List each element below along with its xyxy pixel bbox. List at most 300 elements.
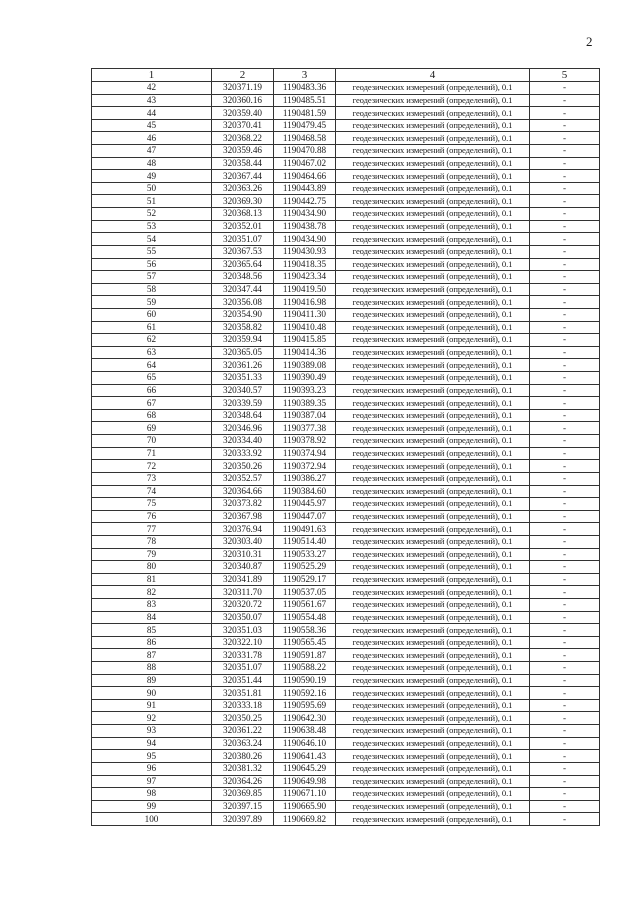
cell-point-number: 99 [92, 800, 212, 813]
cell-y: 1190467.02 [274, 157, 336, 170]
cell-note: - [530, 498, 600, 511]
column-header-x: 2 [212, 69, 274, 82]
cell-y: 1190430.93 [274, 245, 336, 258]
cell-y: 1190470.88 [274, 145, 336, 158]
cell-point-number: 76 [92, 510, 212, 523]
cell-point-number: 68 [92, 409, 212, 422]
table-row [92, 170, 600, 183]
cell-point-number: 86 [92, 636, 212, 649]
cell-method: геодезических измерений (определений), 0.1 [336, 334, 530, 347]
cell-point-number: 93 [92, 725, 212, 738]
cell-point-number: 78 [92, 535, 212, 548]
cell-method: геодезических измерений (определений), 0.1 [336, 132, 530, 145]
table-row [92, 561, 600, 574]
cell-note: - [530, 712, 600, 725]
table-row [92, 82, 600, 95]
cell-note: - [530, 296, 600, 309]
cell-x: 320368.13 [212, 208, 274, 221]
cell-point-number: 46 [92, 132, 212, 145]
table-row [92, 220, 600, 233]
cell-y: 1190669.82 [274, 813, 336, 826]
cell-point-number: 89 [92, 674, 212, 687]
table-row [92, 233, 600, 246]
cell-point-number: 65 [92, 372, 212, 385]
cell-x: 320359.46 [212, 145, 274, 158]
cell-y: 1190588.22 [274, 662, 336, 675]
cell-point-number: 47 [92, 145, 212, 158]
cell-point-number: 67 [92, 397, 212, 410]
cell-point-number: 79 [92, 548, 212, 561]
table-row [92, 132, 600, 145]
cell-point-number: 51 [92, 195, 212, 208]
cell-x: 320322.10 [212, 636, 274, 649]
cell-method: геодезических измерений (определений), 0.1 [336, 636, 530, 649]
cell-y: 1190378.92 [274, 435, 336, 448]
cell-point-number: 71 [92, 447, 212, 460]
table-row [92, 296, 600, 309]
table-row [92, 762, 600, 775]
page-number: 2 [586, 34, 593, 49]
cell-method: геодезических измерений (определений), 0.1 [336, 346, 530, 359]
cell-x: 320397.15 [212, 800, 274, 813]
cell-point-number: 87 [92, 649, 212, 662]
cell-note: - [530, 737, 600, 750]
cell-note: - [530, 523, 600, 536]
cell-y: 1190414.36 [274, 346, 336, 359]
cell-note: - [530, 397, 600, 410]
table-row [92, 737, 600, 750]
cell-x: 320358.44 [212, 157, 274, 170]
cell-y: 1190479.45 [274, 119, 336, 132]
cell-method: геодезических измерений (определений), 0.1 [336, 308, 530, 321]
cell-method: геодезических измерений (определений), 0.1 [336, 220, 530, 233]
cell-x: 320351.33 [212, 372, 274, 385]
cell-note: - [530, 548, 600, 561]
cell-method: геодезических измерений (определений), 0.1 [336, 409, 530, 422]
cell-x: 320347.44 [212, 283, 274, 296]
cell-note: - [530, 611, 600, 624]
cell-y: 1190558.36 [274, 624, 336, 637]
cell-note: - [530, 624, 600, 637]
table-row [92, 334, 600, 347]
table-row [92, 372, 600, 385]
cell-y: 1190592.16 [274, 687, 336, 700]
table-row [92, 662, 600, 675]
cell-x: 320369.30 [212, 195, 274, 208]
cell-point-number: 62 [92, 334, 212, 347]
cell-point-number: 53 [92, 220, 212, 233]
cell-note: - [530, 435, 600, 448]
cell-method: геодезических измерений (определений), 0.1 [336, 598, 530, 611]
table-row [92, 535, 600, 548]
cell-note: - [530, 346, 600, 359]
cell-note: - [530, 649, 600, 662]
cell-note: - [530, 82, 600, 95]
cell-method: геодезических измерений (определений), 0.1 [336, 674, 530, 687]
cell-x: 320380.26 [212, 750, 274, 763]
cell-note: - [530, 535, 600, 548]
cell-point-number: 77 [92, 523, 212, 536]
table-row [92, 460, 600, 473]
cell-y: 1190442.75 [274, 195, 336, 208]
cell-method: геодезических измерений (определений), 0.1 [336, 422, 530, 435]
cell-y: 1190468.58 [274, 132, 336, 145]
cell-method: геодезических измерений (определений), 0.1 [336, 283, 530, 296]
cell-method: геодезических измерений (определений), 0.1 [336, 788, 530, 801]
cell-note: - [530, 321, 600, 334]
cell-note: - [530, 662, 600, 675]
cell-point-number: 84 [92, 611, 212, 624]
cell-point-number: 55 [92, 245, 212, 258]
cell-method: геодезических измерений (определений), 0.1 [336, 472, 530, 485]
cell-x: 320367.53 [212, 245, 274, 258]
cell-x: 320334.40 [212, 435, 274, 448]
cell-point-number: 66 [92, 384, 212, 397]
cell-x: 320333.18 [212, 699, 274, 712]
table-row [92, 649, 600, 662]
cell-point-number: 60 [92, 308, 212, 321]
cell-x: 320376.94 [212, 523, 274, 536]
cell-method: геодезических измерений (определений), 0.1 [336, 447, 530, 460]
cell-method: геодезических измерений (определений), 0.1 [336, 94, 530, 107]
cell-point-number: 43 [92, 94, 212, 107]
cell-note: - [530, 725, 600, 738]
table-row [92, 611, 600, 624]
cell-method: геодезических измерений (определений), 0.1 [336, 485, 530, 498]
cell-y: 1190649.98 [274, 775, 336, 788]
column-header-point-number: 1 [92, 69, 212, 82]
cell-method: геодезических измерений (определений), 0.1 [336, 762, 530, 775]
cell-y: 1190483.36 [274, 82, 336, 95]
cell-y: 1190445.97 [274, 498, 336, 511]
cell-method: геодезических измерений (определений), 0.1 [336, 296, 530, 309]
cell-note: - [530, 308, 600, 321]
cell-note: - [530, 195, 600, 208]
cell-y: 1190386.27 [274, 472, 336, 485]
cell-y: 1190665.90 [274, 800, 336, 813]
cell-method: геодезических измерений (определений), 0.1 [336, 523, 530, 536]
cell-method: геодезических измерений (определений), 0.1 [336, 561, 530, 574]
cell-note: - [530, 775, 600, 788]
cell-y: 1190418.35 [274, 258, 336, 271]
cell-method: геодезических измерений (определений), 0.1 [336, 82, 530, 95]
cell-method: геодезических измерений (определений), 0.1 [336, 662, 530, 675]
table-row [92, 712, 600, 725]
cell-note: - [530, 460, 600, 473]
cell-point-number: 95 [92, 750, 212, 763]
table-row [92, 245, 600, 258]
cell-point-number: 96 [92, 762, 212, 775]
cell-x: 320339.59 [212, 397, 274, 410]
cell-y: 1190491.63 [274, 523, 336, 536]
table-row [92, 435, 600, 448]
table-row [92, 788, 600, 801]
cell-point-number: 83 [92, 598, 212, 611]
cell-x: 320365.64 [212, 258, 274, 271]
cell-x: 320356.08 [212, 296, 274, 309]
cell-method: геодезических измерений (определений), 0.1 [336, 750, 530, 763]
table-row [92, 271, 600, 284]
cell-method: геодезических измерений (определений), 0.1 [336, 384, 530, 397]
cell-point-number: 97 [92, 775, 212, 788]
cell-y: 1190384.60 [274, 485, 336, 498]
table-row [92, 94, 600, 107]
cell-y: 1190671.10 [274, 788, 336, 801]
cell-x: 320331.78 [212, 649, 274, 662]
cell-x: 320371.19 [212, 82, 274, 95]
table-row [92, 447, 600, 460]
table-row [92, 145, 600, 158]
cell-method: геодезических измерений (определений), 0.1 [336, 182, 530, 195]
cell-point-number: 58 [92, 283, 212, 296]
cell-method: геодезических измерений (определений), 0.1 [336, 170, 530, 183]
cell-note: - [530, 245, 600, 258]
cell-x: 320358.82 [212, 321, 274, 334]
cell-note: - [530, 800, 600, 813]
cell-method: геодезических измерений (определений), 0.1 [336, 208, 530, 221]
cell-note: - [530, 409, 600, 422]
cell-method: геодезических измерений (определений), 0.1 [336, 258, 530, 271]
table-row [92, 182, 600, 195]
cell-method: геодезических измерений (определений), 0.1 [336, 586, 530, 599]
cell-x: 320340.57 [212, 384, 274, 397]
cell-y: 1190411.30 [274, 308, 336, 321]
cell-x: 320354.90 [212, 308, 274, 321]
cell-method: геодезических измерений (определений), 0.1 [336, 359, 530, 372]
cell-y: 1190389.08 [274, 359, 336, 372]
cell-x: 320363.26 [212, 182, 274, 195]
cell-method: геодезических измерений (определений), 0.1 [336, 687, 530, 700]
table-row [92, 699, 600, 712]
table-row [92, 208, 600, 221]
cell-note: - [530, 220, 600, 233]
cell-note: - [530, 119, 600, 132]
cell-note: - [530, 372, 600, 385]
cell-y: 1190372.94 [274, 460, 336, 473]
table-row [92, 157, 600, 170]
cell-point-number: 48 [92, 157, 212, 170]
cell-note: - [530, 283, 600, 296]
table-row [92, 409, 600, 422]
cell-x: 320359.94 [212, 334, 274, 347]
cell-note: - [530, 750, 600, 763]
table-row [92, 472, 600, 485]
cell-x: 320310.31 [212, 548, 274, 561]
table-row [92, 586, 600, 599]
cell-note: - [530, 598, 600, 611]
cell-method: геодезических измерений (определений), 0.1 [336, 775, 530, 788]
table-row [92, 498, 600, 511]
cell-method: геодезических измерений (определений), 0.1 [336, 510, 530, 523]
cell-point-number: 91 [92, 699, 212, 712]
cell-y: 1190642.30 [274, 712, 336, 725]
cell-x: 320311.70 [212, 586, 274, 599]
cell-x: 320361.26 [212, 359, 274, 372]
cell-note: - [530, 510, 600, 523]
table-row [92, 119, 600, 132]
cell-method: геодезических измерений (определений), 0.1 [336, 157, 530, 170]
cell-y: 1190591.87 [274, 649, 336, 662]
cell-y: 1190447.07 [274, 510, 336, 523]
cell-x: 320351.81 [212, 687, 274, 700]
cell-point-number: 98 [92, 788, 212, 801]
cell-note: - [530, 170, 600, 183]
table-row [92, 687, 600, 700]
cell-note: - [530, 145, 600, 158]
cell-y: 1190393.23 [274, 384, 336, 397]
cell-x: 320350.26 [212, 460, 274, 473]
cell-y: 1190481.59 [274, 107, 336, 120]
cell-x: 320381.32 [212, 762, 274, 775]
cell-y: 1190533.27 [274, 548, 336, 561]
cell-method: геодезических измерений (определений), 0.1 [336, 460, 530, 473]
cell-note: - [530, 258, 600, 271]
cell-method: геодезических измерений (определений), 0.1 [336, 699, 530, 712]
cell-note: - [530, 271, 600, 284]
cell-method: геодезических измерений (определений), 0.1 [336, 145, 530, 158]
cell-x: 320370.41 [212, 119, 274, 132]
cell-point-number: 44 [92, 107, 212, 120]
cell-note: - [530, 636, 600, 649]
column-header-note: 5 [530, 69, 600, 82]
cell-method: геодезических измерений (определений), 0.1 [336, 321, 530, 334]
cell-y: 1190389.35 [274, 397, 336, 410]
cell-y: 1190377.38 [274, 422, 336, 435]
cell-y: 1190387.04 [274, 409, 336, 422]
cell-method: геодезических измерений (определений), 0.1 [336, 271, 530, 284]
cell-x: 320361.22 [212, 725, 274, 738]
cell-point-number: 73 [92, 472, 212, 485]
cell-note: - [530, 699, 600, 712]
cell-point-number: 70 [92, 435, 212, 448]
cell-note: - [530, 485, 600, 498]
table-row [92, 397, 600, 410]
table-row [92, 359, 600, 372]
cell-point-number: 92 [92, 712, 212, 725]
cell-y: 1190595.69 [274, 699, 336, 712]
table-row [92, 107, 600, 120]
cell-x: 320320.72 [212, 598, 274, 611]
cell-y: 1190638.48 [274, 725, 336, 738]
cell-note: - [530, 573, 600, 586]
table-row [92, 195, 600, 208]
cell-method: геодезических измерений (определений), 0.1 [336, 725, 530, 738]
cell-y: 1190434.90 [274, 208, 336, 221]
cell-note: - [530, 422, 600, 435]
cell-point-number: 88 [92, 662, 212, 675]
cell-y: 1190554.48 [274, 611, 336, 624]
table-row [92, 624, 600, 637]
cell-point-number: 42 [92, 82, 212, 95]
cell-note: - [530, 586, 600, 599]
cell-note: - [530, 384, 600, 397]
cell-x: 320364.26 [212, 775, 274, 788]
table-row [92, 750, 600, 763]
table-header-row [92, 69, 600, 82]
cell-note: - [530, 561, 600, 574]
cell-x: 320351.07 [212, 233, 274, 246]
cell-x: 320367.98 [212, 510, 274, 523]
cell-x: 320365.05 [212, 346, 274, 359]
cell-note: - [530, 94, 600, 107]
cell-method: геодезических измерений (определений), 0.1 [336, 611, 530, 624]
cell-y: 1190438.78 [274, 220, 336, 233]
cell-point-number: 49 [92, 170, 212, 183]
cell-x: 320346.96 [212, 422, 274, 435]
cell-point-number: 82 [92, 586, 212, 599]
cell-x: 320351.44 [212, 674, 274, 687]
cell-note: - [530, 233, 600, 246]
cell-method: геодезических измерений (определений), 0.1 [336, 548, 530, 561]
table-row [92, 283, 600, 296]
cell-method: геодезических измерений (определений), 0.1 [336, 435, 530, 448]
cell-point-number: 72 [92, 460, 212, 473]
cell-note: - [530, 813, 600, 826]
cell-x: 320350.07 [212, 611, 274, 624]
cell-point-number: 54 [92, 233, 212, 246]
cell-x: 320363.24 [212, 737, 274, 750]
cell-y: 1190537.05 [274, 586, 336, 599]
cell-x: 320369.85 [212, 788, 274, 801]
cell-method: геодезических измерений (определений), 0.1 [336, 397, 530, 410]
table-row [92, 308, 600, 321]
cell-point-number: 64 [92, 359, 212, 372]
cell-y: 1190434.90 [274, 233, 336, 246]
cell-method: геодезических измерений (определений), 0.1 [336, 813, 530, 826]
cell-point-number: 74 [92, 485, 212, 498]
cell-y: 1190443.89 [274, 182, 336, 195]
cell-x: 320373.82 [212, 498, 274, 511]
cell-note: - [530, 447, 600, 460]
coordinates-table [91, 68, 600, 826]
cell-method: геодезических измерений (определений), 0.1 [336, 649, 530, 662]
cell-point-number: 75 [92, 498, 212, 511]
cell-x: 320341.89 [212, 573, 274, 586]
cell-note: - [530, 157, 600, 170]
cell-note: - [530, 762, 600, 775]
cell-method: геодезических измерений (определений), 0.1 [336, 498, 530, 511]
cell-y: 1190514.40 [274, 535, 336, 548]
cell-note: - [530, 359, 600, 372]
cell-x: 320348.56 [212, 271, 274, 284]
cell-x: 320368.22 [212, 132, 274, 145]
cell-method: геодезических измерений (определений), 0.1 [336, 107, 530, 120]
cell-method: геодезических измерений (определений), 0.1 [336, 119, 530, 132]
cell-note: - [530, 687, 600, 700]
cell-method: геодезических измерений (определений), 0.1 [336, 245, 530, 258]
cell-y: 1190646.10 [274, 737, 336, 750]
cell-y: 1190410.48 [274, 321, 336, 334]
cell-x: 320303.40 [212, 535, 274, 548]
cell-point-number: 50 [92, 182, 212, 195]
cell-method: геодезических измерений (определений), 0.1 [336, 372, 530, 385]
table-row [92, 422, 600, 435]
table-row [92, 674, 600, 687]
cell-note: - [530, 107, 600, 120]
cell-x: 320359.40 [212, 107, 274, 120]
cell-y: 1190529.17 [274, 573, 336, 586]
cell-note: - [530, 788, 600, 801]
table-body [92, 82, 600, 826]
cell-method: геодезических измерений (определений), 0.1 [336, 535, 530, 548]
table-row [92, 258, 600, 271]
cell-method: геодезических измерений (определений), 0.1 [336, 233, 530, 246]
cell-note: - [530, 674, 600, 687]
cell-point-number: 69 [92, 422, 212, 435]
cell-method: геодезических измерений (определений), 0.1 [336, 737, 530, 750]
table-row [92, 384, 600, 397]
cell-note: - [530, 334, 600, 347]
